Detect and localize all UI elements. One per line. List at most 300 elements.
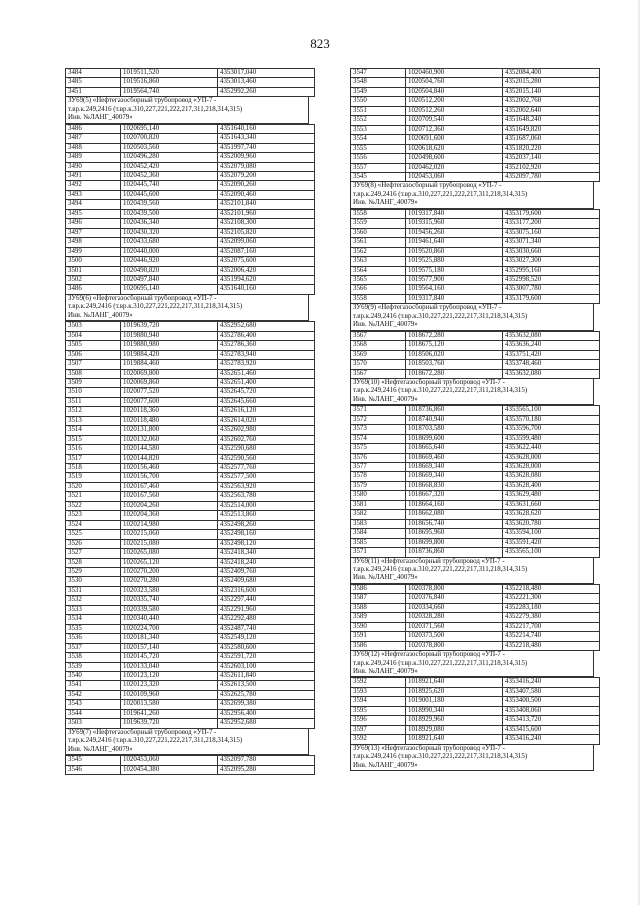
table-row	[66, 181, 315, 190]
y-coordinate-cell: 4353017,040	[218, 69, 315, 78]
point-number-cell: 3529	[66, 568, 121, 577]
y-coordinate-cell: 4352699,380	[218, 700, 315, 709]
y-coordinate-cell: 4353628,400	[503, 481, 600, 490]
x-coordinate-cell: 1020157,140	[121, 643, 218, 652]
table-row	[66, 605, 315, 614]
coordinate-table	[65, 68, 315, 97]
x-coordinate-cell: 1020204,260	[121, 501, 218, 510]
table-row	[351, 87, 600, 96]
point-number-cell: 3547	[351, 69, 406, 78]
table-row	[66, 765, 315, 774]
section-header	[65, 729, 309, 755]
table-row	[66, 69, 315, 78]
point-number-cell: 3579	[351, 481, 406, 490]
table-row	[351, 444, 600, 453]
section-header	[65, 295, 309, 321]
x-coordinate-cell: 1019880,940	[121, 331, 218, 340]
section-header	[350, 182, 594, 208]
table-row	[66, 369, 315, 378]
section-header-line: ЗУ69(6) «Нефтегазосборный трубопровод «УП-7 -	[68, 294, 217, 302]
point-number-cell: 3502	[66, 275, 121, 284]
y-coordinate-cell: 4352952,680	[218, 719, 315, 728]
y-coordinate-cell: 4353075,160	[503, 228, 600, 237]
point-number-cell: 3576	[351, 453, 406, 462]
table-row	[351, 341, 600, 350]
table-row	[351, 106, 600, 115]
point-number-cell: 3558	[351, 294, 406, 303]
table-row	[66, 190, 315, 199]
point-number-cell: 3494	[66, 200, 121, 209]
x-coordinate-cell: 1018506,020	[406, 350, 503, 359]
y-coordinate-cell: 4353007,780	[503, 285, 600, 294]
table-row	[66, 577, 315, 586]
table-row	[66, 162, 315, 171]
point-number-cell: 3578	[351, 472, 406, 481]
table-row	[66, 360, 315, 369]
point-number-cell: 3549	[351, 87, 406, 96]
x-coordinate-cell: 1018699,800	[406, 538, 503, 547]
x-coordinate-cell: 1020445,740	[121, 181, 218, 190]
point-number-cell: 3539	[66, 662, 121, 671]
x-coordinate-cell: 1020452,360	[121, 171, 218, 180]
x-coordinate-cell: 1020454,380	[121, 765, 218, 774]
table-row	[66, 539, 315, 548]
y-coordinate-cell: 4353416,240	[503, 678, 600, 687]
x-coordinate-cell: 1020512,260	[406, 106, 503, 115]
point-number-cell: 3503	[66, 719, 121, 728]
y-coordinate-cell: 4353620,780	[503, 519, 600, 528]
table-row	[351, 331, 600, 340]
y-coordinate-cell: 4353748,460	[503, 360, 600, 369]
section-header	[350, 651, 594, 677]
point-number-cell: 3591	[351, 632, 406, 641]
x-coordinate-cell: 1020452,420	[121, 162, 218, 171]
y-coordinate-cell: 4352625,780	[218, 690, 315, 699]
x-coordinate-cell: 1020013,580	[121, 700, 218, 709]
table-row	[351, 519, 600, 528]
x-coordinate-cell: 1019001,180	[406, 697, 503, 706]
y-coordinate-cell: 4352217,700	[503, 622, 600, 631]
x-coordinate-cell: 1019511,520	[121, 69, 218, 78]
table-row	[66, 397, 315, 406]
point-number-cell: 3595	[351, 706, 406, 715]
y-coordinate-cell: 4352418,340	[218, 549, 315, 558]
y-coordinate-cell: 4352218,480	[503, 584, 600, 593]
x-coordinate-cell: 1018675,120	[406, 341, 503, 350]
table-row	[351, 360, 600, 369]
section-header-line: Инв. №ЛАНГ_40079»	[353, 574, 418, 582]
point-number-cell: 3507	[66, 360, 121, 369]
y-coordinate-cell: 4353570,180	[503, 415, 600, 424]
y-coordinate-cell: 4353415,600	[503, 725, 600, 734]
y-coordinate-cell: 4352097,780	[218, 756, 315, 765]
x-coordinate-cell: 1019575,180	[406, 266, 503, 275]
y-coordinate-cell: 4352015,140	[503, 87, 600, 96]
point-number-cell: 3487	[66, 134, 121, 143]
point-number-cell: 3518	[66, 464, 121, 473]
table-row	[351, 369, 600, 378]
point-number-cell: 3525	[66, 530, 121, 539]
left-column	[65, 68, 309, 775]
y-coordinate-cell: 4352580,600	[218, 643, 315, 652]
point-number-cell: 3559	[351, 219, 406, 228]
section-header-line: ЗУ69(8) «Нефтегазосборный трубопровод «УП-7 -	[353, 182, 502, 190]
table-row	[351, 228, 600, 237]
table-row	[351, 687, 600, 696]
x-coordinate-cell: 1020376,840	[406, 594, 503, 603]
table-row	[351, 238, 600, 247]
table-row	[66, 407, 315, 416]
y-coordinate-cell: 4352577,500	[218, 473, 315, 482]
table-row	[66, 615, 315, 624]
y-coordinate-cell: 4352079,080	[218, 162, 315, 171]
section-header-line: т.вр.к.249,2416 (т.вр.к.310,227,221,222,217,311,218,314,315)	[68, 303, 243, 311]
y-coordinate-cell: 4353599,480	[503, 434, 600, 443]
point-number-cell: 3587	[351, 594, 406, 603]
x-coordinate-cell: 1020695,140	[121, 285, 218, 294]
point-number-cell: 3575	[351, 444, 406, 453]
y-coordinate-cell: 4353628,080	[503, 472, 600, 481]
table-row	[66, 643, 315, 652]
table-row	[351, 716, 600, 725]
x-coordinate-cell: 1020069,860	[121, 378, 218, 387]
table-row	[351, 116, 600, 125]
table-row	[66, 672, 315, 681]
y-coordinate-cell: 4352214,740	[503, 632, 600, 641]
table-row	[66, 78, 315, 87]
x-coordinate-cell: 1020712,360	[406, 125, 503, 134]
section-header-line: ЗУ69(7) «Нефтегазосборный трубопровод «УП-7 -	[68, 728, 217, 736]
table-row	[351, 285, 600, 294]
point-number-cell: 3536	[66, 634, 121, 643]
section-header	[65, 97, 309, 123]
point-number-cell: 3564	[351, 266, 406, 275]
coordinate-table	[350, 209, 600, 305]
y-coordinate-cell: 4352992,260	[218, 87, 315, 96]
y-coordinate-cell: 4353631,660	[503, 500, 600, 509]
table-row	[351, 154, 600, 163]
x-coordinate-cell: 1019516,860	[121, 78, 218, 87]
y-coordinate-cell: 4352786,400	[218, 331, 315, 340]
table-row	[66, 492, 315, 501]
x-coordinate-cell: 1020133,040	[121, 662, 218, 671]
point-number-cell: 3509	[66, 378, 121, 387]
point-number-cell: 3574	[351, 434, 406, 443]
x-coordinate-cell: 1019456,260	[406, 228, 503, 237]
section-header-line: т.вр.к.249,2416 (т.вр.к.310,227,221,222,217,311,218,314,315)	[353, 659, 528, 667]
table-row	[66, 454, 315, 463]
x-coordinate-cell: 1019639,720	[121, 719, 218, 728]
point-number-cell: 3451	[66, 87, 121, 96]
x-coordinate-cell: 1020123,120	[121, 672, 218, 681]
x-coordinate-cell: 1020132,060	[121, 435, 218, 444]
y-coordinate-cell: 4352786,360	[218, 341, 315, 350]
y-coordinate-cell: 4352079,200	[218, 171, 315, 180]
section-header-line: т.вр.к.249,2416 (т.вр.к.310,227,221,222,217,311,218,314,315)	[353, 312, 528, 320]
x-coordinate-cell: 1019317,840	[406, 294, 503, 303]
x-coordinate-cell: 1018665,640	[406, 444, 503, 453]
point-number-cell: 3508	[66, 369, 121, 378]
point-number-cell: 3584	[351, 529, 406, 538]
table-row	[351, 406, 600, 415]
point-number-cell: 3585	[351, 538, 406, 547]
x-coordinate-cell: 1020156,700	[121, 473, 218, 482]
table-row	[351, 266, 600, 275]
section-header-line: Инв. №ЛАНГ_40079»	[68, 745, 133, 753]
section-header	[350, 745, 594, 771]
table-row	[351, 481, 600, 490]
x-coordinate-cell: 1020453,060	[121, 756, 218, 765]
point-number-cell: 3528	[66, 558, 121, 567]
section-header-line: т.вр.к.249,2416 (т.вр.к.310,227,221,222,217,311,218,314,315)	[353, 753, 528, 761]
x-coordinate-cell: 1020204,360	[121, 511, 218, 520]
x-coordinate-cell: 1020462,020	[406, 163, 503, 172]
table-row	[351, 219, 600, 228]
table-row	[66, 473, 315, 482]
point-number-cell: 3499	[66, 247, 121, 256]
y-coordinate-cell: 4353751,420	[503, 350, 600, 359]
point-number-cell: 3491	[66, 171, 121, 180]
x-coordinate-cell: 1018921,640	[406, 678, 503, 687]
table-row	[351, 613, 600, 622]
point-number-cell: 3505	[66, 341, 121, 350]
table-row	[351, 275, 600, 284]
x-coordinate-cell: 1018669,460	[406, 453, 503, 462]
point-number-cell: 3538	[66, 653, 121, 662]
x-coordinate-cell: 1020340,440	[121, 615, 218, 624]
y-coordinate-cell: 4352101,840	[218, 200, 315, 209]
point-number-cell: 3497	[66, 228, 121, 237]
x-coordinate-cell: 1020144,580	[121, 445, 218, 454]
point-number-cell: 3534	[66, 615, 121, 624]
y-coordinate-cell: 4352090,460	[218, 190, 315, 199]
point-number-cell: 3520	[66, 482, 121, 491]
x-coordinate-cell: 1020436,340	[121, 219, 218, 228]
x-coordinate-cell: 1020504,760	[406, 78, 503, 87]
y-coordinate-cell: 4352498,120	[218, 539, 315, 548]
section-header-line: Инв. №ЛАНГ_40079»	[68, 311, 133, 319]
point-number-cell: 3567	[351, 369, 406, 378]
table-row	[66, 464, 315, 473]
y-coordinate-cell: 4352487,740	[218, 624, 315, 633]
point-number-cell: 3552	[351, 116, 406, 125]
table-row	[351, 725, 600, 734]
x-coordinate-cell: 1020265,080	[121, 549, 218, 558]
table-row	[351, 735, 600, 744]
point-number-cell: 3533	[66, 605, 121, 614]
y-coordinate-cell: 4352956,400	[218, 709, 315, 718]
section-header-line: ЗУ69(13) «Нефтегазосборный трубопровод «УП-7 -	[353, 744, 505, 752]
table-row	[66, 709, 315, 718]
table-row	[351, 350, 600, 359]
table-row	[351, 294, 600, 303]
x-coordinate-cell: 1019641,260	[121, 709, 218, 718]
y-coordinate-cell: 4353594,100	[503, 529, 600, 538]
y-coordinate-cell: 4352563,780	[218, 492, 315, 501]
table-row	[351, 472, 600, 481]
y-coordinate-cell: 4352009,960	[218, 153, 315, 162]
x-coordinate-cell: 1020334,660	[406, 603, 503, 612]
y-coordinate-cell: 4353408,060	[503, 706, 600, 715]
x-coordinate-cell: 1020069,800	[121, 369, 218, 378]
y-coordinate-cell: 4352087,160	[218, 247, 315, 256]
x-coordinate-cell: 1020709,540	[406, 116, 503, 125]
section-header-line: Инв. №ЛАНГ_40079»	[68, 114, 133, 122]
y-coordinate-cell: 4352514,000	[218, 501, 315, 510]
x-coordinate-cell: 1020339,580	[121, 605, 218, 614]
point-number-cell: 3519	[66, 473, 121, 482]
table-row	[66, 568, 315, 577]
x-coordinate-cell: 1020144,820	[121, 454, 218, 463]
y-coordinate-cell: 4352037,140	[503, 154, 600, 163]
y-coordinate-cell: 4353013,460	[218, 78, 315, 87]
y-coordinate-cell: 4352998,520	[503, 275, 600, 284]
x-coordinate-cell: 1018672,280	[406, 331, 503, 340]
y-coordinate-cell: 4352549,120	[218, 634, 315, 643]
x-coordinate-cell: 1019461,640	[406, 238, 503, 247]
y-coordinate-cell: 4352102,920	[503, 163, 600, 172]
table-row	[351, 500, 600, 509]
x-coordinate-cell: 1018929,080	[406, 725, 503, 734]
x-coordinate-cell: 1020498,600	[406, 154, 503, 163]
y-coordinate-cell: 4352611,840	[218, 672, 315, 681]
point-number-cell: 3512	[66, 407, 121, 416]
point-number-cell: 3560	[351, 228, 406, 237]
table-row	[351, 548, 600, 557]
x-coordinate-cell: 1020378,800	[406, 641, 503, 650]
point-number-cell: 3516	[66, 445, 121, 454]
point-number-cell: 3489	[66, 153, 121, 162]
table-row	[66, 247, 315, 256]
table-row	[351, 622, 600, 631]
coordinate-table	[350, 584, 600, 651]
x-coordinate-cell: 1020077,520	[121, 388, 218, 397]
point-number-cell: 3562	[351, 247, 406, 256]
point-number-cell: 3488	[66, 143, 121, 152]
y-coordinate-cell: 4352591,720	[218, 653, 315, 662]
y-coordinate-cell: 4351643,340	[218, 134, 315, 143]
table-row	[66, 558, 315, 567]
y-coordinate-cell: 4352995,160	[503, 266, 600, 275]
x-coordinate-cell: 1020323,580	[121, 586, 218, 595]
y-coordinate-cell: 4352651,460	[218, 369, 315, 378]
y-coordinate-cell: 4352297,440	[218, 596, 315, 605]
y-coordinate-cell: 4352409,680	[218, 577, 315, 586]
table-row	[66, 143, 315, 152]
x-coordinate-cell: 1018503,760	[406, 360, 503, 369]
point-number-cell: 3511	[66, 397, 121, 406]
y-coordinate-cell: 4351640,160	[218, 285, 315, 294]
x-coordinate-cell: 1018921,640	[406, 735, 503, 744]
x-coordinate-cell: 1018925,620	[406, 687, 503, 696]
x-coordinate-cell: 1020077,600	[121, 397, 218, 406]
y-coordinate-cell: 4353596,700	[503, 425, 600, 434]
x-coordinate-cell: 1020691,600	[406, 135, 503, 144]
x-coordinate-cell: 1020167,560	[121, 492, 218, 501]
section-header	[350, 558, 594, 584]
table-row	[66, 530, 315, 539]
x-coordinate-cell: 1018703,580	[406, 425, 503, 434]
point-number-cell: 3486	[66, 285, 121, 294]
section-header	[350, 379, 594, 405]
table-row	[351, 144, 600, 153]
point-number-cell: 3522	[66, 501, 121, 510]
x-coordinate-cell: 1018695,960	[406, 529, 503, 538]
point-number-cell: 3567	[351, 331, 406, 340]
x-coordinate-cell: 1020118,360	[121, 407, 218, 416]
table-row	[351, 125, 600, 134]
x-coordinate-cell: 1020181,340	[121, 634, 218, 643]
y-coordinate-cell: 4352084,400	[503, 69, 600, 78]
point-number-cell: 3535	[66, 624, 121, 633]
section-header-line: Инв. №ЛАНГ_40079»	[353, 395, 418, 403]
table-row	[66, 171, 315, 180]
y-coordinate-cell: 4352097,780	[503, 172, 600, 181]
y-coordinate-cell: 4353622,440	[503, 444, 600, 453]
point-number-cell: 3572	[351, 415, 406, 424]
y-coordinate-cell: 4351649,820	[503, 125, 600, 134]
x-coordinate-cell: 1018929,960	[406, 716, 503, 725]
table-row	[66, 416, 315, 425]
point-number-cell: 3583	[351, 519, 406, 528]
y-coordinate-cell: 4352563,920	[218, 482, 315, 491]
y-coordinate-cell: 4352095,280	[218, 765, 315, 774]
point-number-cell: 3523	[66, 511, 121, 520]
y-coordinate-cell: 4352002,640	[503, 106, 600, 115]
y-coordinate-cell: 4353400,500	[503, 697, 600, 706]
section-header-line: Инв. №ЛАНГ_40079»	[353, 668, 418, 675]
table-row	[351, 453, 600, 462]
x-coordinate-cell: 1020497,840	[121, 275, 218, 284]
y-coordinate-cell: 4353565,100	[503, 548, 600, 557]
table-row	[66, 285, 315, 294]
y-coordinate-cell: 4351640,160	[218, 124, 315, 133]
table-row	[66, 511, 315, 520]
table-row	[351, 463, 600, 472]
coordinate-table	[350, 68, 600, 182]
x-coordinate-cell: 1020371,560	[406, 622, 503, 631]
table-row	[66, 266, 315, 275]
point-number-cell: 3577	[351, 463, 406, 472]
y-coordinate-cell: 4352075,600	[218, 257, 315, 266]
y-coordinate-cell: 4351820,220	[503, 144, 600, 153]
table-row	[66, 322, 315, 331]
point-number-cell: 3570	[351, 360, 406, 369]
x-coordinate-cell: 1020167,460	[121, 482, 218, 491]
y-coordinate-cell: 4352218,480	[503, 641, 600, 650]
y-coordinate-cell: 4352099,060	[218, 238, 315, 247]
point-number-cell: 3495	[66, 209, 121, 218]
y-coordinate-cell: 4352279,380	[503, 613, 600, 622]
x-coordinate-cell: 1020695,140	[121, 124, 218, 133]
point-number-cell: 3521	[66, 492, 121, 501]
point-number-cell: 3569	[351, 350, 406, 359]
table-row	[351, 697, 600, 706]
y-coordinate-cell: 4352590,560	[218, 454, 315, 463]
y-coordinate-cell: 4352498,160	[218, 530, 315, 539]
point-number-cell: 3530	[66, 577, 121, 586]
point-number-cell: 3496	[66, 219, 121, 228]
x-coordinate-cell: 1020131,800	[121, 426, 218, 435]
point-number-cell: 3582	[351, 510, 406, 519]
coordinate-table	[65, 755, 315, 775]
table-row	[351, 603, 600, 612]
coordinate-table	[350, 405, 600, 557]
point-number-cell: 3597	[351, 725, 406, 734]
y-coordinate-cell: 4352418,240	[218, 558, 315, 567]
table-row	[66, 275, 315, 284]
x-coordinate-cell: 1020215,060	[121, 530, 218, 539]
